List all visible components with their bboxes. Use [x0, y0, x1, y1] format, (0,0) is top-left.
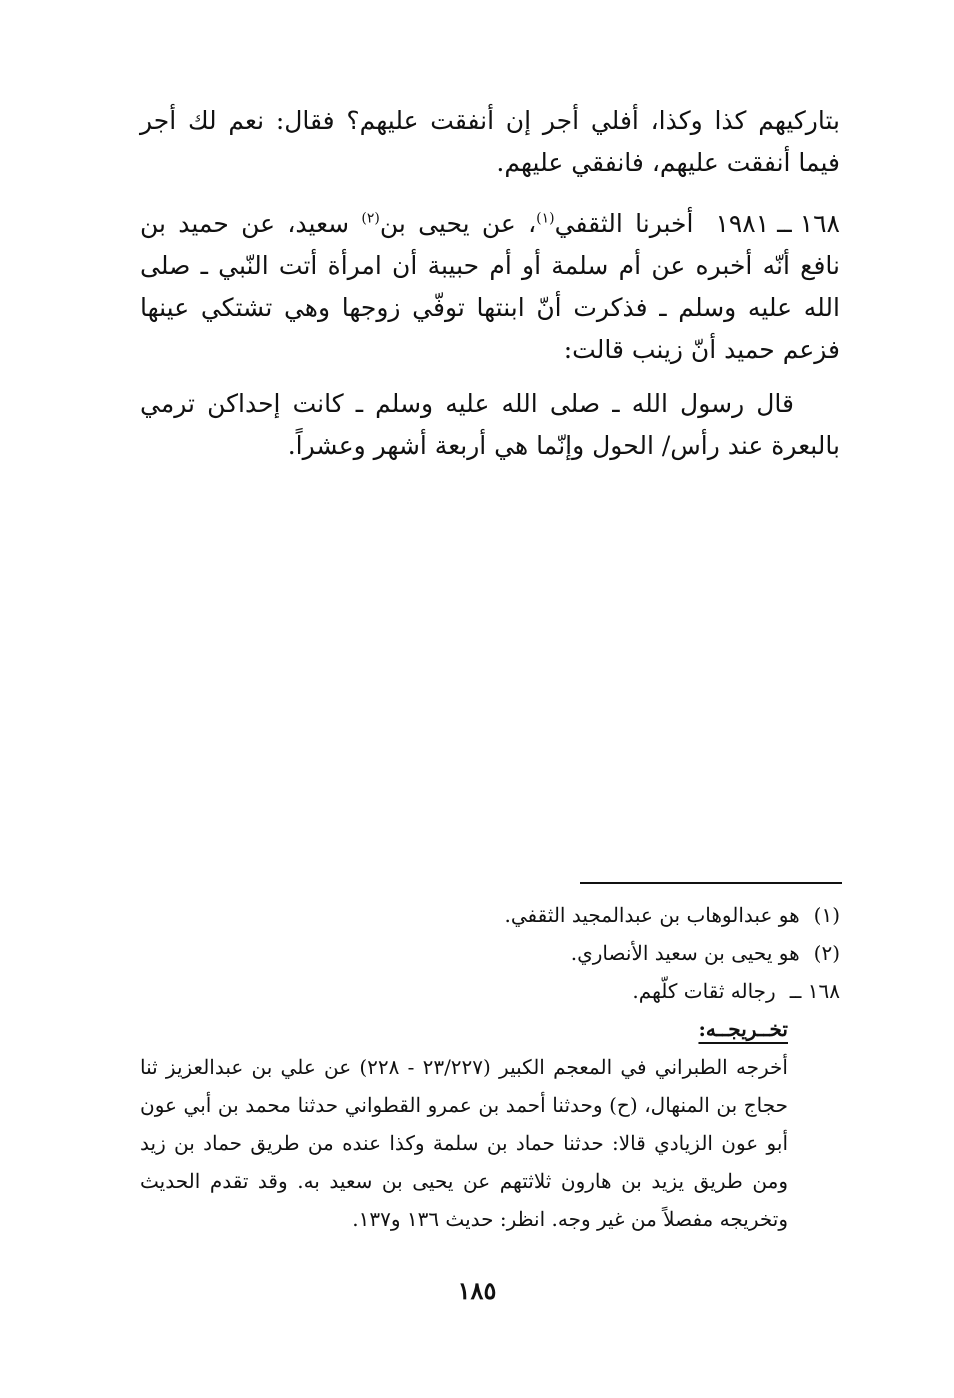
footnote-2-text: هو يحيى بن سعيد الأنصاري.	[570, 941, 800, 965]
takhrij-body: أخرجه الطبراني في المعجم الكبير (٢٣/٢٢٧ - ٢٢٨) عن علي بن عبدالعزيز ثنا حجاج بن المنهال، (ح) وحدثنا أحمد بن عمرو القطواني حدثنا محمد بن أبي عون أبو عون الزيادي قالا: حدثنا حماد بن سلمة وكذا عنده من طريق حماد بن زيد ومن طريق يزيد بن هارون ثلاثتهم عن يحيى بن سعيد به. وقد تقدم الحديث وتخريجه مفصلاً من غير وجه. انظر: حديث ١٣٦ و١٣٧.	[140, 1055, 788, 1231]
paragraph-continuation-text: بتاركيهم كذا وكذا، أفلي أجر إن أنفقت عليهم؟ فقال: نعم لك أجر فيما أنفقت عليهم، فانفقي عليهم.	[140, 106, 840, 177]
footnote-separator	[580, 882, 842, 884]
footnotes-section	[140, 896, 840, 1238]
footnote-2	[140, 934, 840, 972]
hadith-text-part-2: ، عن يحيى بن	[379, 209, 537, 238]
hadith-matn-text: قال رسول الله ـ صلى الله عليه وسلم ـ كانت إحداكن ترمي بالبعرة عند رأس/ الحول وإنّما هي أربعة أشهر وعشراً.	[140, 389, 840, 460]
footnote-ref-2: (٢)	[361, 210, 380, 227]
footnote-168-number: ١٦٨ ــ	[789, 979, 840, 1003]
footnote-1	[140, 896, 840, 934]
hadith-paragraph	[140, 203, 840, 371]
footnote-ref-1: (١)	[536, 210, 555, 227]
takhrij-heading-line	[140, 1010, 840, 1048]
takhrij-heading: تخــريجــه:	[698, 1017, 788, 1041]
hadith-number: ١٦٨ ــ ١٩٨١	[715, 209, 840, 238]
page-number: ١٨٥	[457, 1276, 497, 1305]
footnote-168-text: رجاله ثقات كلّهم.	[632, 979, 776, 1003]
footnote-2-number: (٢)	[813, 941, 840, 965]
footnote-1-text: هو عبدالوهاب بن عبدالمجيد الثقفي.	[504, 903, 800, 927]
footnote-168	[140, 972, 840, 1010]
footnote-1-number: (١)	[813, 903, 840, 927]
hadith-text-part-1: أخبرنا الثقفي	[554, 209, 694, 238]
hadith-text-part-3: سعيد، عن حميد بن نافع أنّه أخبره عن أم سلمة أو أم حبيبة أن امرأة أتت النّبي ـ صلى الله عليه وسلم ـ فذكرت أنّ ابنتها توفّي زوجها وهي تشتكي عينها فزعم حميد أنّ زينب قالت:	[140, 209, 840, 364]
hadith-matn-paragraph	[140, 383, 840, 467]
paragraph-continuation	[140, 100, 840, 184]
